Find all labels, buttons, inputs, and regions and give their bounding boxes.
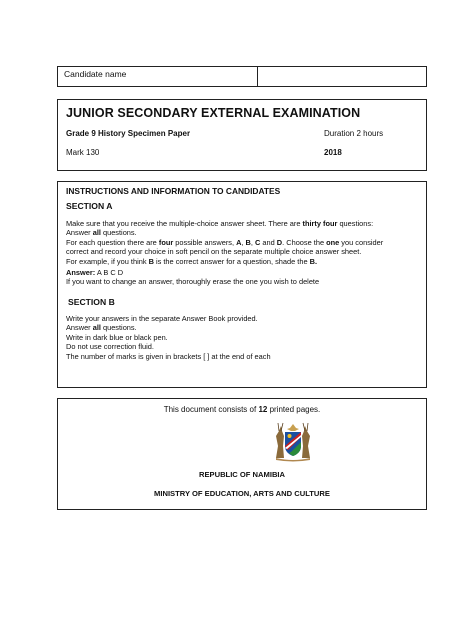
candidate-name-field[interactable] — [258, 67, 426, 86]
exam-mark: Mark 130 — [66, 148, 100, 157]
instruction-line: correct and record your choice in soft pencil on the separate multiple choice answer sheet. — [66, 247, 362, 257]
section-b-instructions — [66, 314, 426, 361]
exam-subject: Grade 9 History Specimen Paper — [66, 129, 191, 138]
instruction-line: Answer: A B C D — [66, 268, 124, 277]
instruction-line: Write your answers in the separate Answer Book provided. — [66, 314, 258, 323]
instruction-line: If you want to change an answer, thoroughly erase the one you wish to delete — [66, 277, 320, 287]
instruction-line: Write in dark blue or black pen. — [66, 332, 168, 342]
instruction-line: The number of marks is given in brackets [ ] at the end of each — [66, 351, 271, 361]
section-a-instructions — [66, 219, 426, 266]
footer-box — [57, 398, 427, 510]
instruction-line: For example, if you think B is the correct answer for a question, shade the B. — [66, 256, 318, 266]
exam-duration: Duration 2 hours — [324, 129, 384, 138]
exam-title: JUNIOR SECONDARY EXTERNAL EXAMINATION — [66, 106, 361, 120]
section-b-title: SECTION B — [68, 297, 115, 307]
ministry-name: MINISTRY OF EDUCATION, ARTS AND CULTURE — [154, 489, 330, 498]
candidate-name-table — [57, 66, 427, 87]
republic-name: REPUBLIC OF NAMIBIA — [198, 470, 286, 479]
exam-header-box — [57, 99, 427, 171]
instruction-line: Answer all questions. — [66, 323, 137, 333]
instruction-line: For each question there are four possible answers, A, B, C and D. Choose the one you consider — [66, 237, 384, 247]
instruction-line: Do not use correction fluid. — [66, 342, 154, 352]
answer-example — [66, 268, 426, 287]
instruction-line: Answer all questions. — [66, 228, 137, 238]
instruction-line: Make sure that you receive the multiple-choice answer sheet. There are thirty four questions: — [66, 219, 374, 228]
candidate-name-label: Candidate name — [58, 67, 258, 86]
namibia-coat-of-arms-icon — [270, 422, 316, 462]
instructions-box — [57, 181, 427, 388]
page-count-note: This document consists of 12 printed pages. — [163, 405, 321, 414]
exam-year: 2018 — [324, 148, 342, 157]
instructions-heading: INSTRUCTIONS AND INFORMATION TO CANDIDATES — [66, 186, 281, 196]
section-a-title: SECTION A — [66, 201, 113, 211]
